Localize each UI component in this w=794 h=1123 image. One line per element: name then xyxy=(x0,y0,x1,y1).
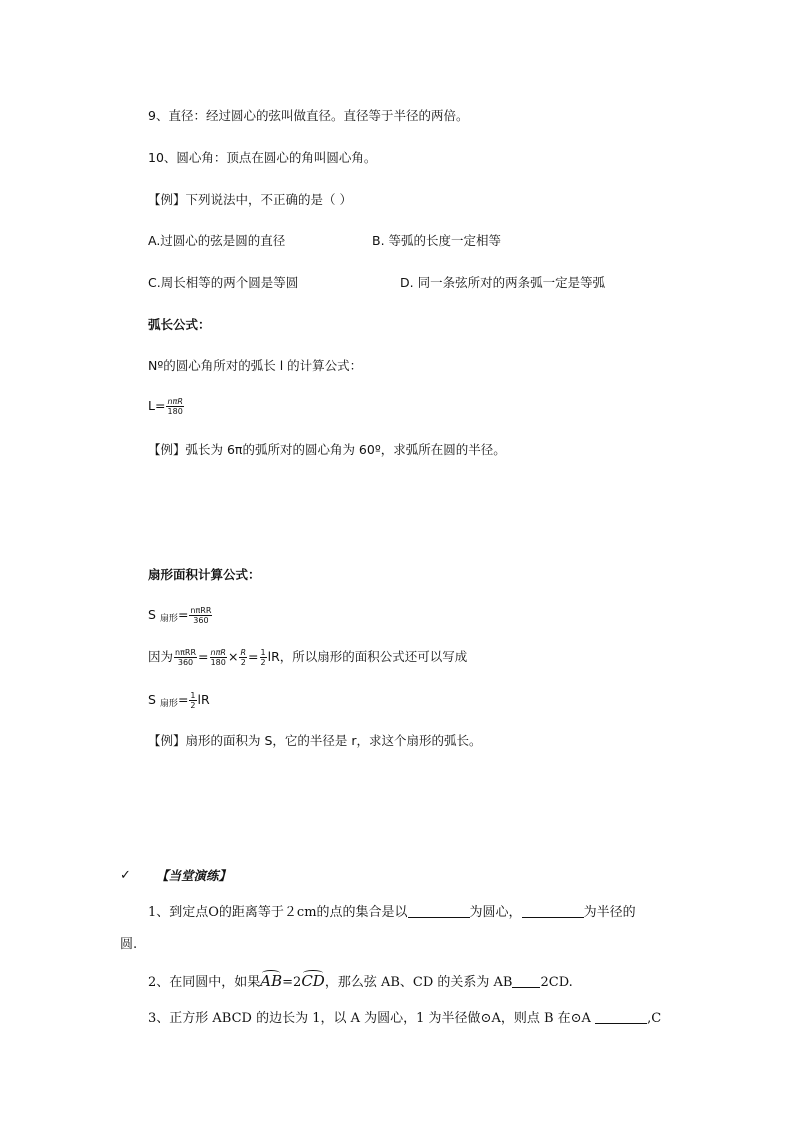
fraction-denominator: 2 xyxy=(260,658,266,667)
answer-blank[interactable] xyxy=(408,905,470,918)
s-subscript: 扇形 xyxy=(159,699,178,709)
fraction-denominator: 180 xyxy=(167,407,183,416)
sector-fraction xyxy=(189,606,212,625)
sector-area-example: 【例】扇形的面积为 S，它的半径是 r，求这个扇形的弧长。 xyxy=(148,733,482,748)
practice-question-1-continuation: 圆. xyxy=(120,937,138,952)
because-tail: ，所以扇形的面积公式还可以写成 xyxy=(279,649,468,664)
fraction-numerator: R xyxy=(240,648,247,657)
s-subscript: 扇形 xyxy=(159,614,178,624)
sector-area-heading: 扇形面积计算公式： xyxy=(148,567,261,582)
practice-question-3 xyxy=(148,1011,661,1027)
check-mark-icon: ✓ xyxy=(120,868,131,883)
q2-text: ，那么弦 AB、CD 的关系为 AB xyxy=(324,975,513,990)
sector-area-formula xyxy=(148,606,213,627)
s-label: S xyxy=(148,692,156,707)
example1-option-b: B. 等弧的长度一定相等 xyxy=(372,233,502,248)
q1-text: 1、到定点O的距离等于２cm的点的集合是以 xyxy=(148,905,408,920)
example1-option-a: A.过圆心的弦是圆的直径 xyxy=(148,233,286,248)
q1-text: 为半径的 xyxy=(583,905,636,920)
practice-heading: 【当堂演练】 xyxy=(156,868,232,883)
fraction-denominator: 180 xyxy=(210,658,226,667)
arc-length-intro: Nº的圆心角所对的弧长 l 的计算公式： xyxy=(148,358,363,373)
fraction-numerator: nπRR xyxy=(175,648,197,657)
formula-lhs: L= xyxy=(148,398,166,413)
answer-blank[interactable] xyxy=(512,975,540,988)
fraction-denominator: 2 xyxy=(190,701,196,710)
arc-length-example: 【例】弧长为 6π的弧所对的圆心角为 60º，求弧所在圆的半径。 xyxy=(148,442,506,457)
practice-question-1 xyxy=(148,905,636,921)
arc-length-formula xyxy=(148,397,185,416)
answer-blank[interactable] xyxy=(595,1011,647,1024)
half-fraction xyxy=(189,691,196,710)
derivation-fraction-2 xyxy=(210,648,227,667)
derivation-fraction-1 xyxy=(174,648,197,667)
q1-text: 为圆心， xyxy=(469,905,522,920)
fraction-numerator: nπR xyxy=(210,648,226,657)
because-label: 因为 xyxy=(148,649,174,664)
fraction-numerator: nπR xyxy=(167,397,183,406)
fraction-denominator: 360 xyxy=(177,658,194,667)
sector-area-alt-formula xyxy=(148,691,210,712)
sector-derivation xyxy=(148,648,467,667)
example1-option-d: D. 同一条弦所对的两条弧一定是等弧 xyxy=(400,275,606,290)
q2-text: 2CD. xyxy=(540,975,573,990)
example1-option-c: C.周长相等的两个圆是等圆 xyxy=(148,275,299,290)
fraction-denominator: 360 xyxy=(193,616,209,625)
example1-question: 【例】下列说法中，不正确的是（ ） xyxy=(148,192,352,207)
q2-text: 2、在同圆中，如果 xyxy=(148,975,261,990)
s-label: S xyxy=(148,607,156,622)
equals-sign: = xyxy=(198,649,209,664)
fraction-denominator: 2 xyxy=(240,658,246,667)
q3-text: ,C xyxy=(647,1011,662,1026)
lr-term: lR xyxy=(267,649,280,664)
arc-length-heading: 弧长公式： xyxy=(148,317,211,332)
diameter-definition: 9、直径：经过圆心的弦叫做直径。直径等于半径的两倍。 xyxy=(148,108,469,123)
fraction-numerator: 1 xyxy=(260,648,266,657)
derivation-fraction-3 xyxy=(239,648,247,667)
arc-cd: CD xyxy=(301,972,325,990)
half-fraction xyxy=(260,648,267,667)
times-sign: × xyxy=(227,649,239,664)
central-angle-definition: 10、圆心角：顶点在圆心的角叫圆心角。 xyxy=(148,150,377,165)
equals-sign: = xyxy=(177,692,189,707)
arc-ab: AB xyxy=(260,972,283,990)
q3-text: 3、正方形 ABCD 的边长为 1，以 A 为圆心，1 为半径做⊙A，则点 B 在⊙A xyxy=(148,1011,591,1026)
q2-text: =2 xyxy=(282,975,302,990)
arc-length-fraction xyxy=(166,397,183,416)
equals-sign: = xyxy=(177,607,189,622)
practice-question-2 xyxy=(148,973,573,991)
lr-term: lR xyxy=(197,692,210,707)
answer-blank[interactable] xyxy=(522,905,584,918)
fraction-numerator: 1 xyxy=(190,691,196,700)
fraction-numerator: nπRR xyxy=(190,606,212,615)
equals-sign: = xyxy=(248,649,259,664)
